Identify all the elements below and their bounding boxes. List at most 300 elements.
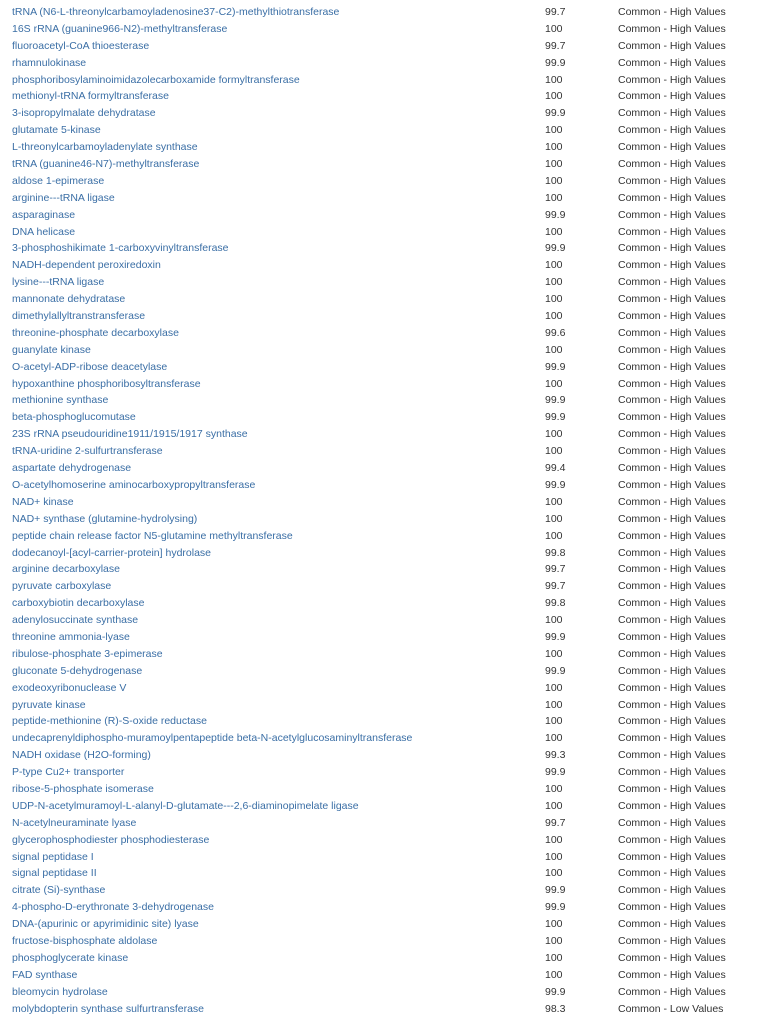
score-value: 100: [545, 90, 563, 103]
enzyme-name-cell: [12, 21, 532, 38]
score-value: 99.7: [545, 816, 566, 829]
enzyme-name-cell: [12, 747, 532, 764]
score-value: 100: [545, 225, 563, 238]
table-row: [0, 781, 758, 798]
score-value: 100: [545, 377, 563, 390]
category-label: Common - High Values: [618, 124, 726, 137]
category-label: Common - High Values: [618, 377, 726, 390]
score-value: 100: [545, 951, 563, 964]
table-row: [0, 849, 758, 866]
enzyme-name-link[interactable]: 4-phospho-D-erythronate 3-dehydrogenase: [12, 901, 214, 914]
enzyme-name-link[interactable]: hypoxanthine phosphoribosyltransferase: [12, 377, 201, 390]
enzyme-name-cell: [12, 595, 532, 612]
score-value: 99.9: [545, 766, 566, 779]
category-label: Common - High Values: [618, 394, 726, 407]
enzyme-name-cell: [12, 697, 532, 714]
category-label: Common - High Values: [618, 411, 726, 424]
enzyme-name-link[interactable]: lysine---tRNA ligase: [12, 276, 105, 289]
score-value: 99.7: [545, 580, 566, 593]
table-row: [0, 190, 758, 207]
table-row: [0, 629, 758, 646]
enzyme-name-link[interactable]: exodeoxyribonuclease V: [12, 681, 127, 694]
enzyme-name-link[interactable]: threonine-phosphate decarboxylase: [12, 326, 179, 339]
table-row: [0, 38, 758, 55]
category-label: Common - High Values: [618, 918, 726, 931]
score-value: 100: [545, 22, 563, 35]
enzyme-name-cell: [12, 426, 532, 443]
enzyme-name-cell: [12, 4, 532, 21]
score-value: 100: [545, 310, 563, 323]
table-row: [0, 865, 758, 882]
table-row: [0, 967, 758, 984]
table-row: [0, 105, 758, 122]
category-label: Common - High Values: [618, 39, 726, 52]
table-row: [0, 545, 758, 562]
enzyme-name-cell: [12, 815, 532, 832]
table-row: [0, 899, 758, 916]
category-label: Common - High Values: [618, 276, 726, 289]
category-label: Common - High Values: [618, 478, 726, 491]
enzyme-name-cell: [12, 578, 532, 595]
enzyme-name-link[interactable]: signal peptidase II: [12, 867, 97, 880]
category-label: Common - High Values: [618, 934, 726, 947]
category-label: Common - High Values: [618, 141, 726, 154]
enzyme-name-cell: [12, 224, 532, 241]
category-label: Common - High Values: [618, 56, 726, 69]
enzyme-name-link[interactable]: NADH oxidase (H2O-forming): [12, 749, 151, 762]
category-label: Common - High Values: [618, 799, 726, 812]
enzyme-name-cell: [12, 55, 532, 72]
enzyme-name-link[interactable]: NAD+ kinase: [12, 495, 74, 508]
category-label: Common - High Values: [618, 749, 726, 762]
enzyme-name-cell: [12, 409, 532, 426]
table-row: [0, 426, 758, 443]
score-value: 100: [545, 698, 563, 711]
enzyme-name-cell: [12, 680, 532, 697]
table-row: [0, 595, 758, 612]
score-value: 99.9: [545, 985, 566, 998]
enzyme-name-link[interactable]: glycerophosphodiester phosphodiesterase: [12, 833, 210, 846]
score-value: 100: [545, 191, 563, 204]
enzyme-name-link[interactable]: methionyl-tRNA formyltransferase: [12, 90, 169, 103]
table-row: [0, 240, 758, 257]
table-row: [0, 984, 758, 1001]
enzyme-name-link[interactable]: pyruvate carboxylase: [12, 580, 112, 593]
enzyme-name-cell: [12, 950, 532, 967]
enzyme-name-cell: [12, 274, 532, 291]
enzyme-name-link[interactable]: threonine ammonia-lyase: [12, 630, 130, 643]
table-row: [0, 359, 758, 376]
enzyme-name-cell: [12, 730, 532, 747]
category-label: Common - High Values: [618, 664, 726, 677]
enzyme-name-cell: [12, 139, 532, 156]
score-value: 100: [545, 445, 563, 458]
table-row: [0, 680, 758, 697]
score-value: 99.9: [545, 360, 566, 373]
score-value: 99.8: [545, 546, 566, 559]
category-label: Common - High Values: [618, 715, 726, 728]
enzyme-name-link[interactable]: 3-phosphoshikimate 1-carboxyvinyltransferase: [12, 242, 229, 255]
score-value: 99.9: [545, 56, 566, 69]
category-label: Common - High Values: [618, 698, 726, 711]
category-label: Common - High Values: [618, 630, 726, 643]
table-row: [0, 764, 758, 781]
enzyme-name-cell: [12, 105, 532, 122]
category-label: Common - High Values: [618, 158, 726, 171]
enzyme-name-link[interactable]: carboxybiotin decarboxylase: [12, 597, 145, 610]
score-value: 100: [545, 259, 563, 272]
score-value: 100: [545, 968, 563, 981]
enzyme-name-link[interactable]: glutamate 5-kinase: [12, 124, 101, 137]
enzyme-name-cell: [12, 933, 532, 950]
enzyme-name-link[interactable]: aspartate dehydrogenase: [12, 462, 132, 475]
category-label: Common - High Values: [618, 310, 726, 323]
enzyme-name-link[interactable]: guanylate kinase: [12, 343, 91, 356]
enzyme-name-cell: [12, 781, 532, 798]
enzyme-name-link[interactable]: DNA-(apurinic or apyrimidinic site) lyase: [12, 918, 199, 931]
category-label: Common - High Values: [618, 191, 726, 204]
enzyme-name-cell: [12, 984, 532, 1001]
enzyme-name-link[interactable]: DNA helicase: [12, 225, 76, 238]
enzyme-name-cell: [12, 477, 532, 494]
enzyme-name-cell: [12, 376, 532, 393]
enzyme-name-cell: [12, 190, 532, 207]
enzyme-name-link[interactable]: asparaginase: [12, 208, 76, 221]
score-value: 100: [545, 141, 563, 154]
enzyme-name-cell: [12, 849, 532, 866]
table-row: [0, 663, 758, 680]
table-row: [0, 713, 758, 730]
enzyme-name-cell: [12, 798, 532, 815]
enzyme-name-link[interactable]: fluoroacetyl-CoA thioesterase: [12, 39, 150, 52]
enzyme-name-cell: [12, 72, 532, 89]
score-value: 99.9: [545, 901, 566, 914]
enzyme-name-cell: [12, 561, 532, 578]
category-label: Common - High Values: [618, 951, 726, 964]
category-label: Common - High Values: [618, 614, 726, 627]
enzyme-name-link[interactable]: dimethylallyltranstransferase: [12, 310, 146, 323]
enzyme-name-cell: [12, 899, 532, 916]
table-row: [0, 156, 758, 173]
table-row: [0, 88, 758, 105]
enzyme-name-link[interactable]: dodecanoyl-[acyl-carrier-protein] hydrolase: [12, 546, 212, 559]
category-label: Common - High Values: [618, 462, 726, 475]
score-value: 99.7: [545, 39, 566, 52]
enzyme-name-link[interactable]: undecaprenyldiphospho-muramoylpentapeptide beta-N-acetylglucosaminyltransferase: [12, 732, 413, 745]
enzyme-name-link[interactable]: tRNA-uridine 2-sulfurtransferase: [12, 445, 163, 458]
category-label: Common - High Values: [618, 867, 726, 880]
score-value: 100: [545, 293, 563, 306]
table-row: [0, 950, 758, 967]
enzyme-name-link[interactable]: rhamnulokinase: [12, 56, 87, 69]
enzyme-name-link[interactable]: O-acetyl-ADP-ribose deacetylase: [12, 360, 168, 373]
score-value: 99.9: [545, 411, 566, 424]
enzyme-name-link[interactable]: phosphoglycerate kinase: [12, 951, 129, 964]
enzyme-name-link[interactable]: arginine decarboxylase: [12, 563, 120, 576]
enzyme-name-cell: [12, 916, 532, 933]
score-value: 100: [545, 918, 563, 931]
score-value: 99.9: [545, 664, 566, 677]
enzyme-name-link[interactable]: 3-isopropylmalate dehydratase: [12, 107, 156, 120]
category-label: Common - High Values: [618, 884, 726, 897]
table-row: [0, 697, 758, 714]
score-value: 99.9: [545, 394, 566, 407]
score-value: 99.9: [545, 478, 566, 491]
score-value: 99.7: [545, 6, 566, 18]
enzyme-name-cell: [12, 967, 532, 984]
score-value: 99.4: [545, 462, 566, 475]
table-row: [0, 257, 758, 274]
category-label: Common - High Values: [618, 73, 726, 86]
table-row: [0, 1001, 758, 1018]
score-value: 100: [545, 614, 563, 627]
category-label: Common - High Values: [618, 580, 726, 593]
enzyme-name-link[interactable]: citrate (Si)-synthase: [12, 884, 106, 897]
category-label: Common - High Values: [618, 495, 726, 508]
score-value: 99.3: [545, 749, 566, 762]
enzyme-name-cell: [12, 494, 532, 511]
category-label: Common - High Values: [618, 259, 726, 272]
enzyme-name-cell: [12, 207, 532, 224]
category-label: Common - High Values: [618, 343, 726, 356]
table-row: [0, 578, 758, 595]
enzyme-name-link[interactable]: beta-phosphoglucomutase: [12, 411, 136, 424]
enzyme-name-cell: [12, 88, 532, 105]
enzyme-name-cell: [12, 38, 532, 55]
table-row: [0, 392, 758, 409]
category-label: Common - High Values: [618, 529, 726, 542]
category-label: Common - High Values: [618, 512, 726, 525]
table-row: [0, 308, 758, 325]
score-value: 100: [545, 512, 563, 525]
category-label: Common - High Values: [618, 22, 726, 35]
table-row: [0, 815, 758, 832]
enzyme-name-link[interactable]: ribulose-phosphate 3-epimerase: [12, 647, 163, 660]
table-row: [0, 443, 758, 460]
category-label: Common - High Values: [618, 850, 726, 863]
score-value: 99.6: [545, 326, 566, 339]
category-label: Common - High Values: [618, 597, 726, 610]
enzyme-name-cell: [12, 545, 532, 562]
score-value: 100: [545, 867, 563, 880]
score-value: 100: [545, 782, 563, 795]
category-label: Common - High Values: [618, 445, 726, 458]
table-row: [0, 207, 758, 224]
table-row: [0, 55, 758, 72]
enzyme-name-cell: [12, 528, 532, 545]
enzyme-name-cell: [12, 663, 532, 680]
table-row: [0, 21, 758, 38]
enzyme-name-link[interactable]: P-type Cu2+ transporter: [12, 766, 125, 779]
table-row: [0, 342, 758, 359]
category-label: Common - High Values: [618, 968, 726, 981]
enzyme-name-link[interactable]: gluconate 5-dehydrogenase: [12, 664, 143, 677]
enzyme-name-cell: [12, 865, 532, 882]
category-label: Common - High Values: [618, 428, 726, 441]
table-row: [0, 646, 758, 663]
score-value: 100: [545, 276, 563, 289]
enzyme-name-link[interactable]: peptide chain release factor N5-glutamine methyltransferase: [12, 529, 293, 542]
category-label: Common - High Values: [618, 985, 726, 998]
enzyme-name-cell: [12, 359, 532, 376]
score-value: 100: [545, 343, 563, 356]
enzyme-name-cell: [12, 392, 532, 409]
category-label: Common - High Values: [618, 326, 726, 339]
category-label: Common - High Values: [618, 360, 726, 373]
enzyme-name-link[interactable]: aldose 1-epimerase: [12, 174, 105, 187]
score-value: 100: [545, 799, 563, 812]
category-label: Common - High Values: [618, 766, 726, 779]
enzyme-name-cell: [12, 511, 532, 528]
category-label: Common - High Values: [618, 107, 726, 120]
enzyme-name-link[interactable]: UDP-N-acetylmuramoyl-L-alanyl-D-glutamate---2,6-diaminopimelate ligase: [12, 799, 359, 812]
score-value: 100: [545, 174, 563, 187]
enzyme-name-link[interactable]: tRNA (guanine46-N7)-methyltransferase: [12, 158, 200, 171]
table-row: [0, 561, 758, 578]
enzyme-name-cell: [12, 882, 532, 899]
score-value: 99.8: [545, 597, 566, 610]
enzyme-name-link[interactable]: signal peptidase I: [12, 850, 94, 863]
enzyme-name-link[interactable]: fructose-bisphosphate aldolase: [12, 934, 158, 947]
enzyme-name-link[interactable]: tRNA (N6-L-threonylcarbamoyladenosine37-C2)-methylthiotransferase: [12, 6, 340, 18]
enzyme-name-cell: [12, 1001, 532, 1018]
category-label: Common - High Values: [618, 225, 726, 238]
table-row: [0, 747, 758, 764]
category-label: Common - High Values: [618, 681, 726, 694]
table-row: [0, 882, 758, 899]
enzyme-name-link[interactable]: O-acetylhomoserine aminocarboxypropyltransferase: [12, 478, 256, 491]
enzyme-name-link[interactable]: bleomycin hydrolase: [12, 985, 108, 998]
table-row: [0, 376, 758, 393]
score-value: 100: [545, 495, 563, 508]
enzyme-name-cell: [12, 764, 532, 781]
table-row: [0, 832, 758, 849]
enzyme-name-link[interactable]: phosphoribosylaminoimidazolecarboxamide formyltransferase: [12, 73, 300, 86]
table-row: [0, 477, 758, 494]
enzyme-name-link[interactable]: methionine synthase: [12, 394, 109, 407]
enzyme-name-cell: [12, 646, 532, 663]
score-value: 100: [545, 850, 563, 863]
table-row: [0, 916, 758, 933]
category-label: Common - High Values: [618, 563, 726, 576]
enzyme-name-cell: [12, 443, 532, 460]
table-row: [0, 494, 758, 511]
category-label: Common - High Values: [618, 782, 726, 795]
enzyme-name-link[interactable]: FAD synthase: [12, 968, 78, 981]
category-label: Common - High Values: [618, 293, 726, 306]
table-row: [0, 72, 758, 89]
score-value: 99.9: [545, 630, 566, 643]
table-row: [0, 4, 758, 21]
score-value: 100: [545, 529, 563, 542]
enzyme-name-cell: [12, 325, 532, 342]
score-value: 100: [545, 934, 563, 947]
score-value: 100: [545, 73, 563, 86]
table-row: [0, 730, 758, 747]
table-row: [0, 511, 758, 528]
enzyme-table: [0, 4, 758, 1017]
score-value: 100: [545, 124, 563, 137]
score-value: 100: [545, 715, 563, 728]
enzyme-name-cell: [12, 240, 532, 257]
enzyme-name-link[interactable]: N-acetylneuraminate lyase: [12, 816, 137, 829]
enzyme-name-cell: [12, 156, 532, 173]
score-value: 100: [545, 833, 563, 846]
enzyme-name-link[interactable]: ribose-5-phosphate isomerase: [12, 782, 154, 795]
enzyme-name-link[interactable]: arginine---tRNA ligase: [12, 191, 115, 204]
table-row: [0, 274, 758, 291]
score-value: 100: [545, 732, 563, 745]
category-label: Common - High Values: [618, 90, 726, 103]
table-row: [0, 139, 758, 156]
score-value: 100: [545, 158, 563, 171]
score-value: 99.9: [545, 242, 566, 255]
enzyme-name-cell: [12, 342, 532, 359]
enzyme-name-link[interactable]: peptide-methionine (R)-S-oxide reductase: [12, 715, 207, 728]
table-row: [0, 528, 758, 545]
category-label: Common - Low Values: [618, 1002, 724, 1015]
table-row: [0, 409, 758, 426]
category-label: Common - High Values: [618, 647, 726, 660]
table-row: [0, 933, 758, 950]
category-label: Common - High Values: [618, 208, 726, 221]
category-label: Common - High Values: [618, 816, 726, 829]
category-label: Common - High Values: [618, 242, 726, 255]
enzyme-name-cell: [12, 122, 532, 139]
enzyme-name-cell: [12, 832, 532, 849]
enzyme-name-cell: [12, 629, 532, 646]
enzyme-name-link[interactable]: 23S rRNA pseudouridine1911/1915/1917 synthase: [12, 428, 248, 441]
enzyme-name-link[interactable]: L-threonylcarbamoyladenylate synthase: [12, 141, 198, 154]
enzyme-name-link[interactable]: 16S rRNA (guanine966-N2)-methyltransferase: [12, 22, 228, 35]
enzyme-name-cell: [12, 173, 532, 190]
category-label: Common - High Values: [618, 833, 726, 846]
score-value: 100: [545, 428, 563, 441]
enzyme-name-link[interactable]: pyruvate kinase: [12, 698, 86, 711]
enzyme-name-cell: [12, 257, 532, 274]
table-row: [0, 173, 758, 190]
category-label: Common - High Values: [618, 546, 726, 559]
enzyme-name-link[interactable]: mannonate dehydratase: [12, 293, 126, 306]
table-row: [0, 325, 758, 342]
score-value: 99.9: [545, 208, 566, 221]
enzyme-name-cell: [12, 713, 532, 730]
enzyme-name-cell: [12, 308, 532, 325]
enzyme-name-link[interactable]: NAD+ synthase (glutamine-hydrolysing): [12, 512, 198, 525]
enzyme-name-cell: [12, 460, 532, 477]
enzyme-name-cell: [12, 291, 532, 308]
category-label: Common - High Values: [618, 6, 726, 18]
table-row: [0, 122, 758, 139]
category-label: Common - High Values: [618, 732, 726, 745]
table-row: [0, 291, 758, 308]
score-value: 100: [545, 647, 563, 660]
enzyme-name-link[interactable]: molybdopterin synthase sulfurtransferase: [12, 1002, 205, 1015]
score-value: 99.7: [545, 563, 566, 576]
table-row: [0, 798, 758, 815]
table-row: [0, 612, 758, 629]
score-value: 100: [545, 681, 563, 694]
score-value: 99.9: [545, 884, 566, 897]
enzyme-name-link[interactable]: NADH-dependent peroxiredoxin: [12, 259, 161, 272]
table-row: [0, 224, 758, 241]
enzyme-name-cell: [12, 612, 532, 629]
table-row: [0, 460, 758, 477]
category-label: Common - High Values: [618, 174, 726, 187]
category-label: Common - High Values: [618, 901, 726, 914]
score-value: 99.9: [545, 107, 566, 120]
enzyme-name-link[interactable]: adenylosuccinate synthase: [12, 614, 139, 627]
